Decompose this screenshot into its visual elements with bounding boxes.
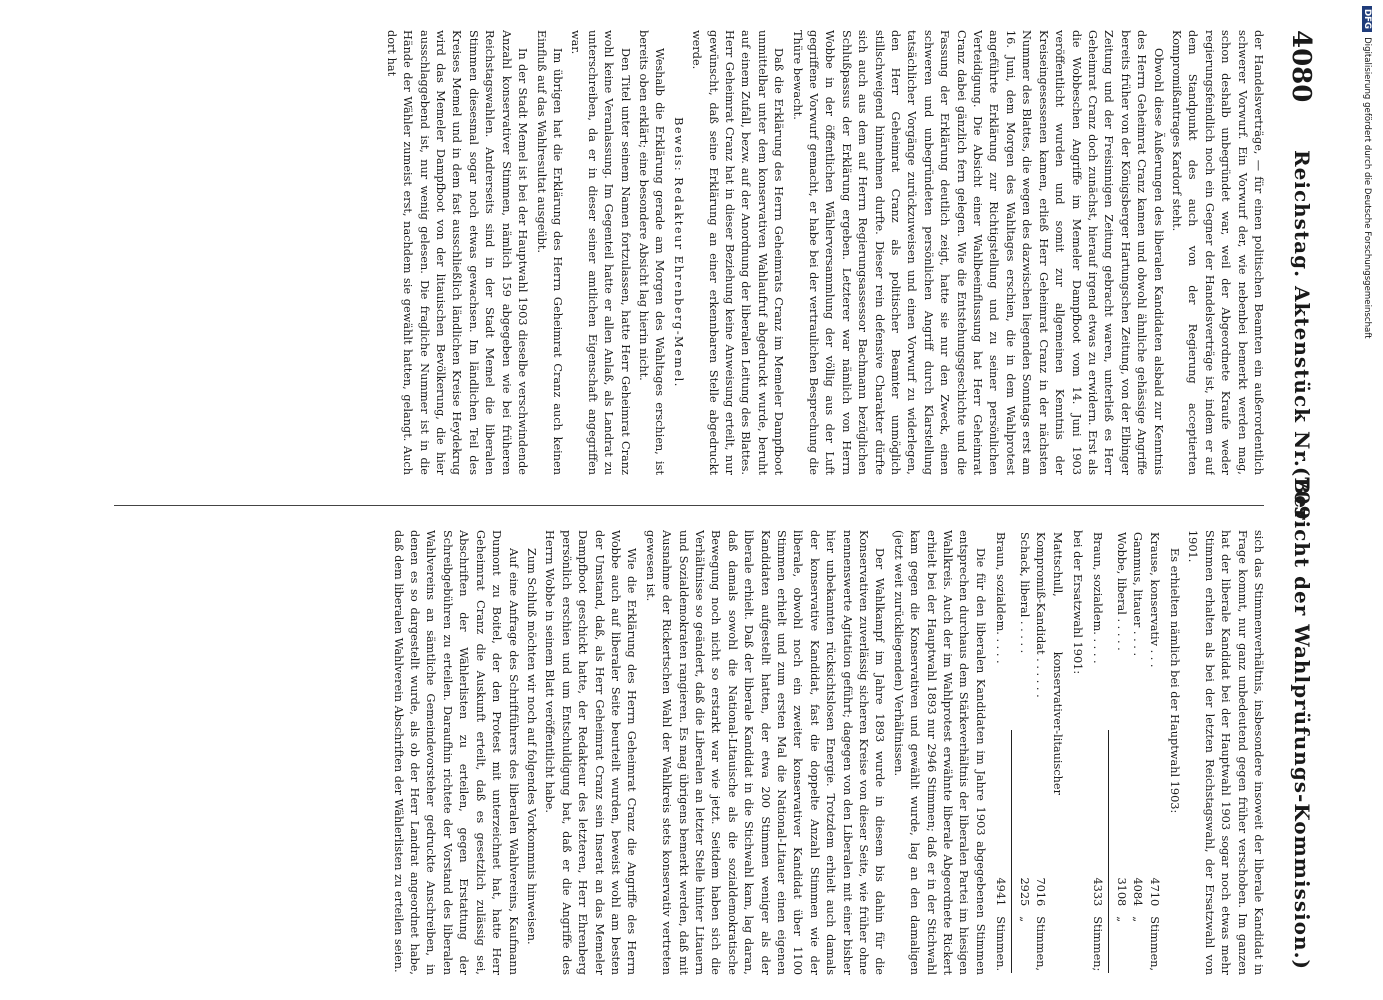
table-row: Krause, konservativ . . . 4710 Stimmen, bbox=[1147, 532, 1161, 972]
witness-line: Beweis: Redakteur Ehrenberg-Memel. bbox=[671, 117, 685, 388]
funding-text: Digitalisierung gefördert durch die Deutsche Forschungsgemeinschaft bbox=[1362, 37, 1372, 339]
header-right-title: (Bericht der Wahlprüfungs-Kommission.) bbox=[1290, 466, 1314, 970]
paragraph: sich das Stimmenverhältnis, insbesondere insoweit der liberale Kandidat in Frage kommt, nur ganz unbedeutend gegen früher verschoben. Im ganzen hat der liberale Kandidat bei der Hauptwahl 1903 sogar noch etwas mehr Stimmen erhalten als bei der letzten Reichstagswahl, der Ersatzwahl von 1901. bbox=[1186, 530, 1265, 975]
results-table-1903 bbox=[1089, 530, 1162, 975]
paragraph: Zum Schluß möchten wir noch auf folgendes Vorkommnis hinweisen. bbox=[524, 548, 538, 945]
table-row: Mattschull, konservativer-litauischer Kompromiß-Kandidat . . . . . . 7016 Stimmen, bbox=[1034, 532, 1064, 972]
header-left-title: Reichstag. Aktenstück Nr. 709. bbox=[1290, 150, 1314, 529]
paragraph: In der Stadt Memel ist bei der Hauptwahl 1903 dieselbe verschwindende Anzahl konservativer Stimmen, nämlich 159 abgegeben wie bei früheren Reichstagswahlen. Andrerseits sind in der Stadt Memel die liberalen Stimmen diesesmal sogar noch etwas gewachsen. Im ländlichen Teil des Kreises Memel und in dem fast ausschließlich ländlichen Kreise Heydekrug wird das Memeler Dampfboot von der litauischen Bevölkerung, die hier ausschlaggebend ist, nur wenig gelesen. Die fragliche Nummer ist in die Hände der Wähler zumeist erst, nachdem sie gewählt hatten, gelangt. Auch dort hat bbox=[384, 30, 530, 475]
results-table-1901 bbox=[992, 530, 1065, 975]
paragraph: Der Wahlkampf im Jahre 1893 wurde in diesem bis dahin für die Konservativen zuverlässig sicheren Kreise von dieser Seite, wie früher ohne nennenswerte Agitation geführt; dagegen von den Liberalen mit einer bisher hier unbekannten rücksichtslosen Energie. Trotzdem erhielt auch damals der konservative Kandidat, fast die doppelte Anzahl Stimmen wie der liberale, obwohl noch ein zweiter konservativer Kandidat über 1100 Stimmen erhielt und zum ersten Mal die National-Litauer einen eigenen Kandidaten aufgestellt hatten, der etwa 200 Stimmen weniger als der liberale erhielt. Daß der liberale Kandidat in die Stichwahl kam, lag daran, daß damals sowohl die National-Litauische als die sozialdemokratische Bewegung noch nicht so erstarkt war wie jetzt. Seitdem haben sich die Verhältnisse so geändert, daß die Liberalen an letzter Stelle hinter Litauern und Sozialdemokraten rangieren. Es mag übrigens bemerkt werden, daß mit Ausnahme der Rickertschen Wahl der Wahlkreis stets konservativ vertreten gewesen ist. bbox=[643, 530, 887, 975]
table-row: Braun, sozialdem. . . . . 4333 Stimmen; bbox=[1091, 532, 1105, 972]
paragraph: Obwohl diese Äußerungen des liberalen Kandidaten alsbald zur Kenntnis des Herrn Geheimrat Cranz kamen und obwohl ähnliche gehässige Angriffe bereits früher von der Königsberger Hartungschen Zeitung, von der Elbinger Zeitung und der Freisinnigen Zeitung gebracht waren, unterließ es Herr Geheimrat Cranz doch zunächst, hierauf irgend etwas zu erwidern. Erst als die Wobbeschen Angriffe im Memeler Dampfboot vom 14. Juni 1903 veröffentlicht wurden und somit zur allgemeinen Kenntnis der Kreiseingesessenen kamen, erließ Herr Geheimrat Cranz in der nächsten Nummer des Blattes, die wegen des dazwischen liegenden Sonntags erst am 16. Juni, dem Morgen des Wahltages erschien, die in dem Wahlprotest angeführte Erklärung zur Richtigstellung und zu seiner persönlichen Verteidigung. Die Absicht einer Wahlbeeinflussung hat Herr Geheimrat Cranz dabei gänzlich fern gelegen. Wie die Entstehungsgeschichte und die Fassung der Erklärung deutlich zeigt, hatte sie nur den Zweck, einen schweren und unbegründeten persönlichen Angriff durch Klarstellung tatsächlicher Vorgänge zurückzuweisen und einen Vorwurf zu widerlegen, den Herr Geheimrat Cranz als politischer Beamter unmöglich stillschweigend hinnehmen durfte. Dieser rein defensive Charakter dürfte sich auch aus dem auf Herrn Regierungsassessor Bachmann bezüglichen Schlußpassus der Erklärung ergeben. Letzterer war nämlich von Herrn Wobbe in der öffentlichen Wählerversammlung der völlig aus der Luft gegriffene Vorwurf gemacht, er habe bei der vertraulichen Besprechung die Thüre bewacht. bbox=[790, 30, 1165, 475]
dfg-logo: DFG bbox=[1362, 6, 1372, 32]
paragraph: der Handelsverträge, — für einen politischen Beamten ein außerordentlich schwerer Vorwurf. Ein Vorwurf der, wie nebenbei bemerkt werden mag, schon deshalb unbegründet war, weil der Abgeordnete Kraufe weder regierungsfeindlich noch ein Gegner der Handelsverträge ist, indem er auf dem Standpunkt des auch von der Regierung acceptierten Kompromißantrages Kardorf steht. bbox=[1169, 30, 1265, 475]
results-intro-1901: bei der Ersatzwahl 1901: bbox=[1070, 530, 1084, 675]
table-rule bbox=[1008, 530, 1015, 975]
table-row: Braun, sozialdem. . . . . 4941 Stimmen. bbox=[994, 532, 1008, 972]
paragraph: Daß die Erklärung des Herrn Geheimrats Cranz im Memeler Dampfboot unmittelbar unter dem konservativen Wahlaufruf abgedruckt wurde, beruht auf einem Zufall, bezw. auf der Anordnung der liberalen Leitung des Blattes. Herr Geheimrat Cranz hat in dieser Beziehung keine Anweisung erteilt, nur gewünscht, daß seine Erklärung an einer erkennbaren Stelle abgedruckt werde. bbox=[690, 30, 786, 475]
results-intro-1903: Es erhielten nämlich bei der Hauptwahl 1903: bbox=[1167, 548, 1181, 814]
table-rule bbox=[1105, 530, 1112, 975]
table-row: Wobbe, liberal . . . . . 3108 „ bbox=[1114, 532, 1128, 923]
rotated-page bbox=[55, 0, 1330, 1000]
page-number: 4080 bbox=[1286, 30, 1316, 103]
paragraph: Auf eine Anfrage des Schriftführers des liberalen Wahlvereins, Kaufmann Dumont zu Boitel, der den Protest mit unterzeichnet hat, hatte Herr Geheimrat Cranz die Auskunft erteilt, daß es gesetzlich zulässig sei, Abschriften der Wählerlisten zu erteilen, gegen Erstattung der Schreibgebühren zu erteilen. Daraufhin richtete der Vorstand des liberalen Wahlvereins an sämtliche Gemeindevorsteher gedruckte Anschreiben, in denen es so dargestellt wurde, als ob der Herr Landrat angeordnet habe, daß dem liberalen Wahlverein Abschriften der Wählerlisten zu erteilen seien. bbox=[391, 530, 520, 975]
paragraph: Wie die Erklärung des Herrn Geheimrat Cranz die Angriffe des Herrn Wobbe auch auf liberaler Seite beurteilt wurden, beweist wohl am besten der Umstand, daß, als Herr Geheimrat Cranz sein Inserat an das Memeler Dampfboot geschickt hatte, der Redakteur des letzteren, Herr Ehrenberg persönlich erschien und um Entschuldigung bat, daß er die Angriffe des Herrn Wobbe in seinem Blatt veröffentlicht habe. bbox=[543, 530, 639, 975]
paragraph: Weshalb die Erklärung gerade am Morgen des Wahltages erschien, ist bereits oben erklärt; eine besondere Absicht lag hierin nicht. bbox=[636, 30, 667, 475]
page-header bbox=[1280, 30, 1324, 970]
funding-note bbox=[1356, 2, 1376, 997]
paragraph: Im übrigen hat die Erklärung des Herrn Geheimrat Cranz auch keinen Einfluß auf das Wahlresultat ausgeübt. bbox=[534, 30, 564, 475]
column-divider bbox=[114, 505, 1264, 506]
table-row: Gammus, litauer . . . . 4084 „ bbox=[1131, 532, 1145, 923]
left-column bbox=[106, 30, 1266, 475]
table-row: Schack, liberal . . . . . 2925 „ bbox=[1017, 532, 1031, 923]
right-column bbox=[106, 530, 1266, 975]
paragraph: Den Titel unter seinem Namen fortzulassen, hatte Herr Geheimrat Cranz wohl keine Veranlassung. Im Gegenteil hatte er allen Anlaß, als Landrat zu unterschreiben, da er in dieser seiner amtlichen Eigenschaft angegriffen war. bbox=[569, 30, 632, 475]
paragraph: Die für den liberalen Kandidaten im Jahre 1903 abgegebenen Stimmen entsprechen durchaus dem Stärkeverhältnis der liberalen Partei im hiesigen Wahlkreis. Auch der im Wahlprotest erwähnte liberale Abgeordnete Rickert erhielt bei der Hauptwahl 1893 nur 2946 Stimmen; daß er in der Stichwahl kam gegen die Konservativen und gewählt wurde, lag an den damaligen (jetzt weit zurückliegenden) Verhältnissen. bbox=[891, 530, 987, 975]
